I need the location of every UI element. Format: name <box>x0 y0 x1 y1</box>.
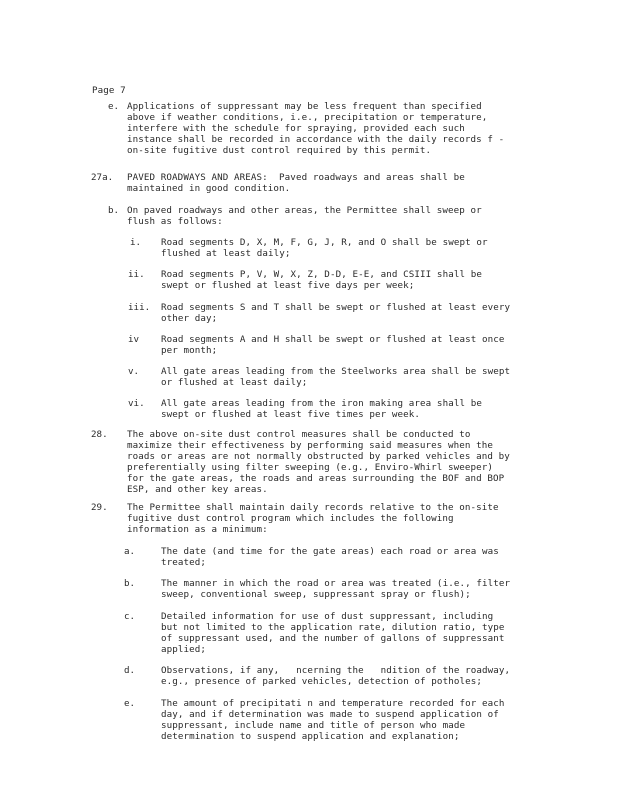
sub-label-i: i. <box>130 237 142 248</box>
item-29-line-3: information as a minimum: <box>127 524 268 535</box>
sub-b-line-1: The manner in which the road or area was treated (i.e., filter <box>161 578 511 589</box>
sub-e-line-4: determination to suspend application and explanation; <box>161 731 460 742</box>
sub-label-v: v. <box>128 366 140 377</box>
sub-label-d: d. <box>124 665 136 676</box>
item-b-line-2: flush as follows: <box>127 216 223 227</box>
sub-iv-line-2: per month; <box>161 345 218 356</box>
sub-e-line-2: day, and if determination was made to suspend application of <box>161 709 499 720</box>
sub-b-line-2: sweep, conventional sweep, suppressant spray or flush); <box>161 589 471 600</box>
sub-label-iii: iii. <box>128 302 151 313</box>
sub-iii-line-1: Road segments S and T shall be swept or flushed at least every <box>161 302 511 313</box>
item-28-line-6: ESP, and other key areas. <box>127 484 268 495</box>
sub-ii-line-1: Road segments P, V, W, X, Z, D-D, E-E, and CSIII shall be <box>161 269 482 280</box>
sub-d-line-2: e.g., presence of parked vehicles, detection of potholes; <box>161 676 482 687</box>
item-label-28: 28. <box>91 429 108 440</box>
sub-a-line-2: treated; <box>161 557 207 568</box>
item-e-line-1: Applications of suppressant may be less frequent than specified <box>127 101 482 112</box>
sub-e-line-3: suppressant, include name and title of person who made <box>161 720 466 731</box>
sub-ii-line-2: swept or flushed at least five days per week; <box>161 280 415 291</box>
item-28-line-3: roads or areas are not normally obstructed by parked vehicles and by <box>127 451 510 462</box>
item-b-line-1: On paved roadways and other areas, the Permittee shall sweep or <box>127 205 482 216</box>
sub-label-e: e. <box>124 698 136 709</box>
sub-c-line-1: Detailed information for use of dust suppressant, including <box>161 611 494 622</box>
item-28-line-1: The above on-site dust control measures shall be conducted to <box>127 429 471 440</box>
sub-label-a: a. <box>124 546 136 557</box>
sub-label-ii: ii. <box>128 269 145 280</box>
sub-iv-line-1: Road segments A and H shall be swept or flushed at least once <box>161 334 505 345</box>
page-header: Page 7 <box>92 85 126 96</box>
item-label-b: b. <box>108 205 120 216</box>
sub-v-line-1: All gate areas leading from the Steelworks area shall be swept <box>161 366 511 377</box>
sub-c-line-3: of suppressant used, and the number of gallons of suppressant <box>161 633 505 644</box>
sub-vi-line-2: swept or flushed at least five times per week. <box>161 409 421 420</box>
sub-a-line-1: The date (and time for the gate areas) each road or area was <box>161 546 499 557</box>
item-28-line-2: maximize their effectiveness by performing said measures when the <box>127 440 494 451</box>
sub-e-line-1: The amount of precipitati n and temperature recorded for each <box>161 698 505 709</box>
item-27a-line-1: PAVED ROADWAYS AND AREAS: Paved roadways and areas shall be <box>127 172 465 183</box>
sub-label-vi: vi. <box>128 398 145 409</box>
item-29-line-2: fugitive dust control program which includes the following <box>127 513 454 524</box>
item-e-line-3: interfere with the schedule for spraying, provided each such <box>127 123 465 134</box>
sub-d-line-1: Observations, if any, ncerning the ndition of the roadway, <box>161 665 511 676</box>
item-27a-line-2: maintained in good condition. <box>127 183 291 194</box>
item-label-e: e. <box>108 101 120 112</box>
item-e-line-4: instance shall be recorded in accordance with the daily records f - <box>127 134 505 145</box>
sub-label-c: c. <box>124 611 136 622</box>
sub-label-b: b. <box>124 578 136 589</box>
item-29-line-1: The Permittee shall maintain daily records relative to the on-site <box>127 502 499 513</box>
sub-i-line-2: flushed at least daily; <box>161 248 291 259</box>
sub-iii-line-2: other day; <box>161 313 218 324</box>
item-28-line-4: preferentially using filter sweeping (e.g., Enviro-Whirl sweeper) <box>127 462 494 473</box>
item-28-line-5: for the gate areas, the roads and areas surrounding the BOF and BOP <box>127 473 505 484</box>
item-label-27a: 27a. <box>91 172 114 183</box>
item-e-line-2: above if weather conditions, i.e., precipitation or temperature, <box>127 112 488 123</box>
item-label-29: 29. <box>91 502 108 513</box>
sub-i-line-1: Road segments D, X, M, F, G, J, R, and O shall be swept or <box>161 237 488 248</box>
item-e-line-5: on-site fugitive dust control required by this permit. <box>127 145 432 156</box>
sub-v-line-2: or flushed at least daily; <box>161 377 308 388</box>
sub-vi-line-1: All gate areas leading from the iron making area shall be <box>161 398 482 409</box>
sub-label-iv: iv <box>128 334 140 345</box>
sub-c-line-2: but not limited to the application rate, dilution ratio, type <box>161 622 505 633</box>
sub-c-line-4: applied; <box>161 644 207 655</box>
